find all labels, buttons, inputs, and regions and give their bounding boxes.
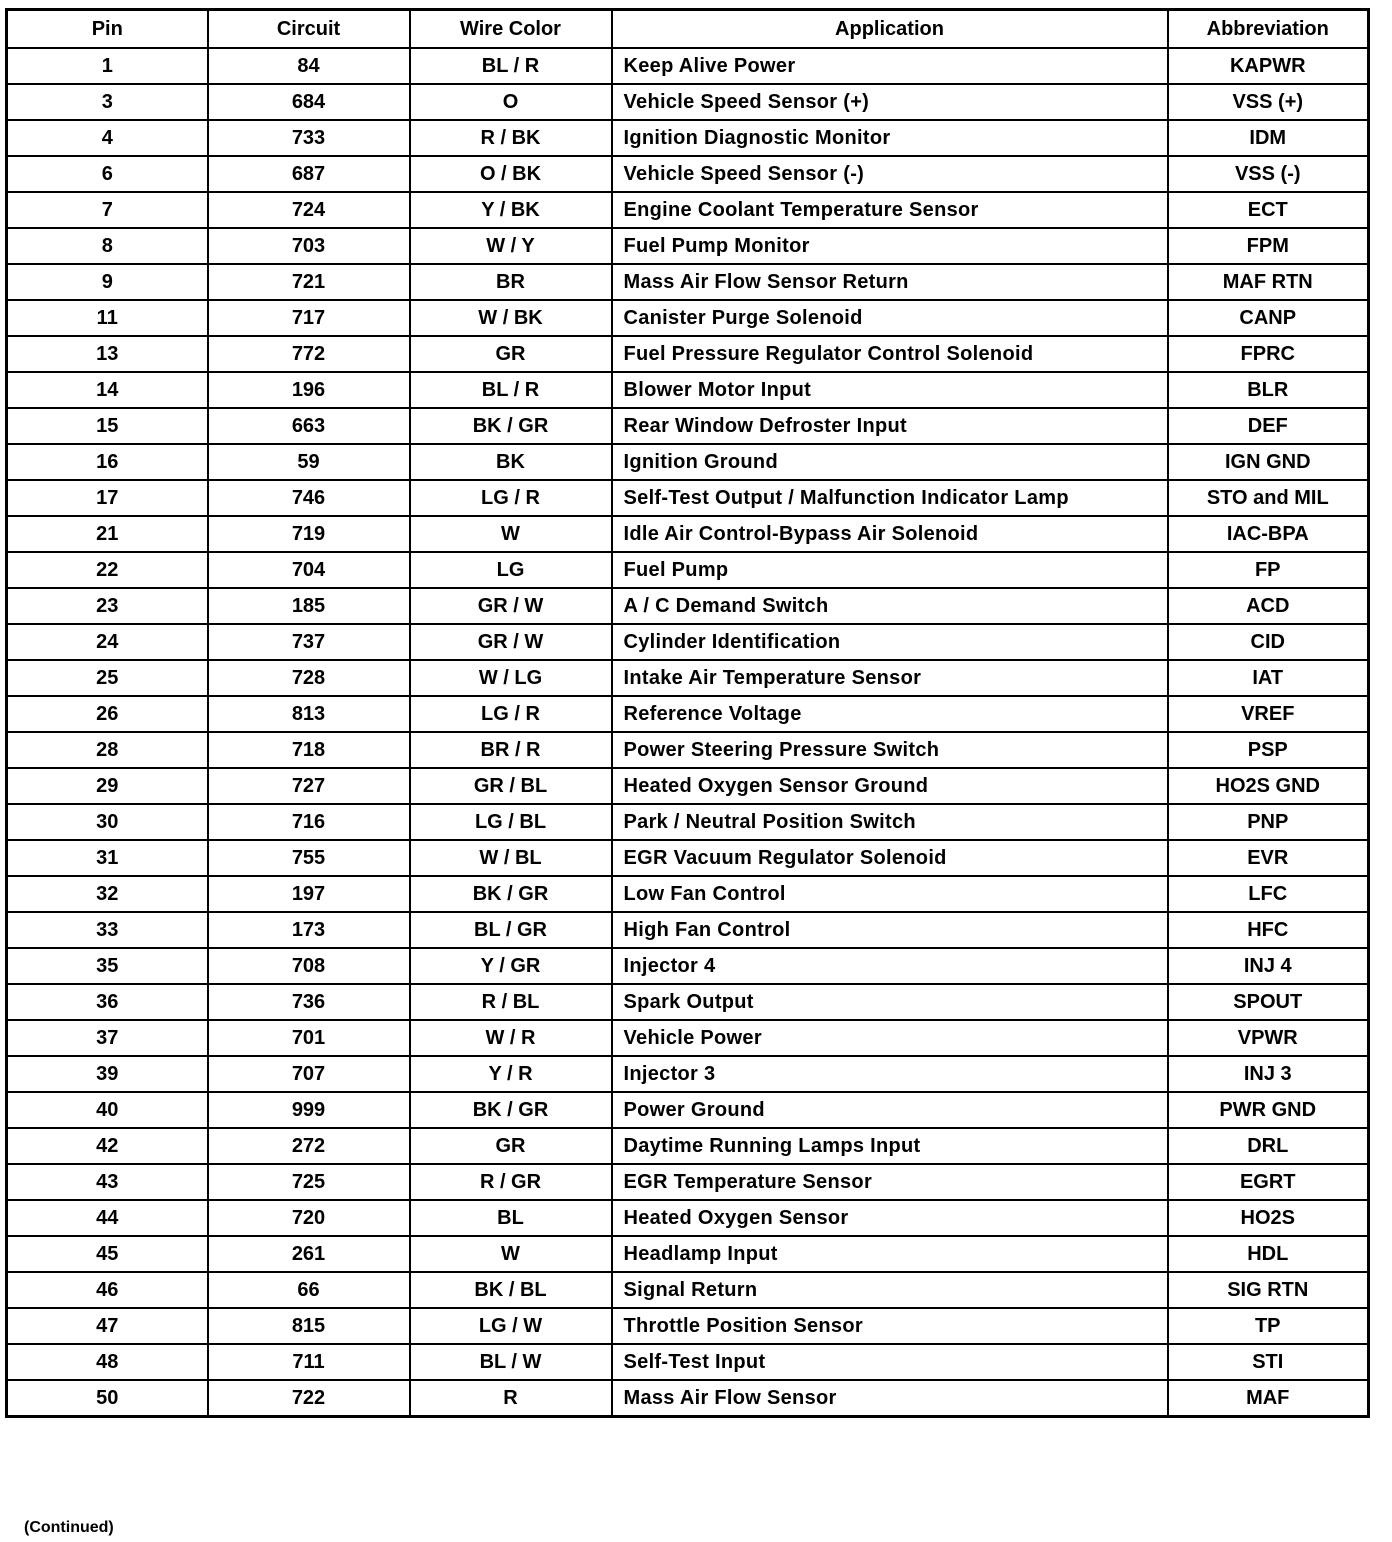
cell-pin: 47 — [7, 1308, 208, 1344]
table-row — [7, 876, 1369, 912]
cell-wire-color: BL / GR — [410, 912, 612, 948]
cell-abbreviation: CANP — [1168, 300, 1369, 336]
cell-pin: 24 — [7, 624, 208, 660]
cell-pin: 8 — [7, 228, 208, 264]
cell-wire-color: BK / GR — [410, 876, 612, 912]
cell-pin: 46 — [7, 1272, 208, 1308]
cell-circuit: 999 — [208, 1092, 410, 1128]
table-row — [7, 336, 1369, 372]
table-row — [7, 1272, 1369, 1308]
cell-wire-color: BK / BL — [410, 1272, 612, 1308]
cell-application: Engine Coolant Temperature Sensor — [612, 192, 1168, 228]
cell-wire-color: Y / GR — [410, 948, 612, 984]
cell-application: EGR Temperature Sensor — [612, 1164, 1168, 1200]
cell-application: Vehicle Speed Sensor (-) — [612, 156, 1168, 192]
cell-wire-color: R / BK — [410, 120, 612, 156]
cell-abbreviation: CID — [1168, 624, 1369, 660]
cell-circuit: 813 — [208, 696, 410, 732]
cell-wire-color: LG / R — [410, 480, 612, 516]
cell-pin: 37 — [7, 1020, 208, 1056]
header-wire-color: Wire Color — [410, 10, 612, 49]
cell-pin: 33 — [7, 912, 208, 948]
table-row — [7, 408, 1369, 444]
cell-pin: 44 — [7, 1200, 208, 1236]
cell-application: Idle Air Control-Bypass Air Solenoid — [612, 516, 1168, 552]
cell-wire-color: GR / W — [410, 588, 612, 624]
cell-pin: 4 — [7, 120, 208, 156]
cell-wire-color: O / BK — [410, 156, 612, 192]
cell-wire-color: LG / W — [410, 1308, 612, 1344]
cell-circuit: 708 — [208, 948, 410, 984]
cell-pin: 32 — [7, 876, 208, 912]
table-row — [7, 624, 1369, 660]
table-row — [7, 300, 1369, 336]
table-row — [7, 84, 1369, 120]
cell-abbreviation: MAF RTN — [1168, 264, 1369, 300]
cell-wire-color: BL — [410, 1200, 612, 1236]
cell-circuit: 728 — [208, 660, 410, 696]
table-row — [7, 1056, 1369, 1092]
table-row — [7, 984, 1369, 1020]
cell-abbreviation: IGN GND — [1168, 444, 1369, 480]
cell-abbreviation: IAC-BPA — [1168, 516, 1369, 552]
cell-abbreviation: IDM — [1168, 120, 1369, 156]
cell-circuit: 716 — [208, 804, 410, 840]
cell-application: Fuel Pressure Regulator Control Solenoid — [612, 336, 1168, 372]
cell-application: Intake Air Temperature Sensor — [612, 660, 1168, 696]
cell-abbreviation: TP — [1168, 1308, 1369, 1344]
cell-circuit: 720 — [208, 1200, 410, 1236]
table-row — [7, 804, 1369, 840]
cell-abbreviation: FP — [1168, 552, 1369, 588]
cell-application: Spark Output — [612, 984, 1168, 1020]
cell-application: Vehicle Speed Sensor (+) — [612, 84, 1168, 120]
table-row — [7, 1164, 1369, 1200]
pin-table — [5, 8, 1370, 1418]
cell-pin: 40 — [7, 1092, 208, 1128]
cell-application: Reference Voltage — [612, 696, 1168, 732]
cell-pin: 17 — [7, 480, 208, 516]
cell-wire-color: GR / W — [410, 624, 612, 660]
cell-application: Cylinder Identification — [612, 624, 1168, 660]
cell-pin: 29 — [7, 768, 208, 804]
cell-wire-color: LG — [410, 552, 612, 588]
table-row — [7, 120, 1369, 156]
table-row — [7, 1236, 1369, 1272]
cell-abbreviation: PSP — [1168, 732, 1369, 768]
cell-pin: 35 — [7, 948, 208, 984]
cell-wire-color: R — [410, 1380, 612, 1417]
cell-application: Power Ground — [612, 1092, 1168, 1128]
cell-abbreviation: IAT — [1168, 660, 1369, 696]
cell-circuit: 733 — [208, 120, 410, 156]
cell-wire-color: BR — [410, 264, 612, 300]
table-row — [7, 696, 1369, 732]
cell-abbreviation: STO and MIL — [1168, 480, 1369, 516]
cell-wire-color: GR / BL — [410, 768, 612, 804]
cell-pin: 23 — [7, 588, 208, 624]
cell-application: Injector 4 — [612, 948, 1168, 984]
cell-wire-color: BK / GR — [410, 1092, 612, 1128]
cell-wire-color: R / BL — [410, 984, 612, 1020]
cell-abbreviation: ACD — [1168, 588, 1369, 624]
cell-wire-color: W / R — [410, 1020, 612, 1056]
table-row — [7, 480, 1369, 516]
cell-circuit: 704 — [208, 552, 410, 588]
cell-circuit: 66 — [208, 1272, 410, 1308]
cell-abbreviation: INJ 4 — [1168, 948, 1369, 984]
cell-circuit: 261 — [208, 1236, 410, 1272]
cell-abbreviation: SIG RTN — [1168, 1272, 1369, 1308]
cell-pin: 50 — [7, 1380, 208, 1417]
cell-circuit: 722 — [208, 1380, 410, 1417]
cell-pin: 7 — [7, 192, 208, 228]
cell-pin: 22 — [7, 552, 208, 588]
cell-circuit: 711 — [208, 1344, 410, 1380]
cell-circuit: 703 — [208, 228, 410, 264]
cell-wire-color: Y / BK — [410, 192, 612, 228]
cell-wire-color: BK — [410, 444, 612, 480]
cell-pin: 25 — [7, 660, 208, 696]
cell-pin: 14 — [7, 372, 208, 408]
cell-application: Canister Purge Solenoid — [612, 300, 1168, 336]
cell-circuit: 185 — [208, 588, 410, 624]
cell-circuit: 59 — [208, 444, 410, 480]
cell-circuit: 727 — [208, 768, 410, 804]
cell-pin: 30 — [7, 804, 208, 840]
cell-wire-color: W / BK — [410, 300, 612, 336]
cell-application: A / C Demand Switch — [612, 588, 1168, 624]
cell-pin: 3 — [7, 84, 208, 120]
cell-application: Daytime Running Lamps Input — [612, 1128, 1168, 1164]
cell-circuit: 272 — [208, 1128, 410, 1164]
cell-application: Keep Alive Power — [612, 48, 1168, 84]
cell-pin: 15 — [7, 408, 208, 444]
cell-abbreviation: DEF — [1168, 408, 1369, 444]
table-row — [7, 840, 1369, 876]
table-row — [7, 768, 1369, 804]
cell-abbreviation: PNP — [1168, 804, 1369, 840]
cell-abbreviation: VPWR — [1168, 1020, 1369, 1056]
cell-pin: 6 — [7, 156, 208, 192]
cell-circuit: 718 — [208, 732, 410, 768]
cell-circuit: 707 — [208, 1056, 410, 1092]
cell-application: Low Fan Control — [612, 876, 1168, 912]
cell-wire-color: W — [410, 516, 612, 552]
cell-application: Vehicle Power — [612, 1020, 1168, 1056]
cell-wire-color: BL / R — [410, 48, 612, 84]
cell-circuit: 772 — [208, 336, 410, 372]
cell-circuit: 663 — [208, 408, 410, 444]
table-row — [7, 588, 1369, 624]
cell-pin: 11 — [7, 300, 208, 336]
cell-wire-color: LG / R — [410, 696, 612, 732]
cell-application: Throttle Position Sensor — [612, 1308, 1168, 1344]
cell-pin: 48 — [7, 1344, 208, 1380]
table-row — [7, 228, 1369, 264]
cell-circuit: 737 — [208, 624, 410, 660]
table-row — [7, 1128, 1369, 1164]
cell-application: Park / Neutral Position Switch — [612, 804, 1168, 840]
cell-abbreviation: SPOUT — [1168, 984, 1369, 1020]
header-circuit: Circuit — [208, 10, 410, 49]
cell-wire-color: BK / GR — [410, 408, 612, 444]
cell-circuit: 717 — [208, 300, 410, 336]
table-row — [7, 1308, 1369, 1344]
cell-wire-color: GR — [410, 1128, 612, 1164]
cell-wire-color: BL / W — [410, 1344, 612, 1380]
table-row — [7, 48, 1369, 84]
cell-circuit: 719 — [208, 516, 410, 552]
cell-circuit: 684 — [208, 84, 410, 120]
table-row — [7, 1200, 1369, 1236]
cell-pin: 16 — [7, 444, 208, 480]
cell-application: Mass Air Flow Sensor — [612, 1380, 1168, 1417]
table-row — [7, 1020, 1369, 1056]
cell-circuit: 196 — [208, 372, 410, 408]
table-row — [7, 552, 1369, 588]
cell-abbreviation: HFC — [1168, 912, 1369, 948]
cell-circuit: 724 — [208, 192, 410, 228]
cell-pin: 21 — [7, 516, 208, 552]
cell-wire-color: W / LG — [410, 660, 612, 696]
table-row — [7, 1380, 1369, 1417]
cell-wire-color: BL / R — [410, 372, 612, 408]
cell-abbreviation: HO2S — [1168, 1200, 1369, 1236]
cell-application: EGR Vacuum Regulator Solenoid — [612, 840, 1168, 876]
cell-abbreviation: HO2S GND — [1168, 768, 1369, 804]
cell-application: Self-Test Output / Malfunction Indicator Lamp — [612, 480, 1168, 516]
cell-abbreviation: BLR — [1168, 372, 1369, 408]
cell-wire-color: GR — [410, 336, 612, 372]
cell-application: Rear Window Defroster Input — [612, 408, 1168, 444]
cell-abbreviation: KAPWR — [1168, 48, 1369, 84]
cell-circuit: 721 — [208, 264, 410, 300]
cell-circuit: 725 — [208, 1164, 410, 1200]
cell-wire-color: Y / R — [410, 1056, 612, 1092]
table-row — [7, 372, 1369, 408]
cell-pin: 36 — [7, 984, 208, 1020]
cell-application: Heated Oxygen Sensor — [612, 1200, 1168, 1236]
cell-wire-color: LG / BL — [410, 804, 612, 840]
header-pin: Pin — [7, 10, 208, 49]
cell-abbreviation: DRL — [1168, 1128, 1369, 1164]
cell-application: Mass Air Flow Sensor Return — [612, 264, 1168, 300]
cell-pin: 31 — [7, 840, 208, 876]
cell-application: High Fan Control — [612, 912, 1168, 948]
cell-application: Fuel Pump — [612, 552, 1168, 588]
header-row — [7, 10, 1369, 49]
header-application: Application — [612, 10, 1168, 49]
cell-application: Ignition Diagnostic Monitor — [612, 120, 1168, 156]
cell-abbreviation: VSS (+) — [1168, 84, 1369, 120]
cell-abbreviation: PWR GND — [1168, 1092, 1369, 1128]
table-row — [7, 732, 1369, 768]
cell-pin: 28 — [7, 732, 208, 768]
cell-application: Fuel Pump Monitor — [612, 228, 1168, 264]
cell-abbreviation: HDL — [1168, 1236, 1369, 1272]
cell-abbreviation: EGRT — [1168, 1164, 1369, 1200]
cell-circuit: 84 — [208, 48, 410, 84]
cell-pin: 39 — [7, 1056, 208, 1092]
cell-wire-color: BR / R — [410, 732, 612, 768]
cell-abbreviation: INJ 3 — [1168, 1056, 1369, 1092]
table-row — [7, 192, 1369, 228]
cell-pin: 45 — [7, 1236, 208, 1272]
cell-application: Signal Return — [612, 1272, 1168, 1308]
table-row — [7, 264, 1369, 300]
cell-abbreviation: VSS (-) — [1168, 156, 1369, 192]
cell-abbreviation: EVR — [1168, 840, 1369, 876]
cell-wire-color: W / Y — [410, 228, 612, 264]
table-row — [7, 516, 1369, 552]
cell-wire-color: O — [410, 84, 612, 120]
cell-circuit: 701 — [208, 1020, 410, 1056]
cell-abbreviation: STI — [1168, 1344, 1369, 1380]
cell-application: Heated Oxygen Sensor Ground — [612, 768, 1168, 804]
table-row — [7, 948, 1369, 984]
table-row — [7, 912, 1369, 948]
cell-application: Power Steering Pressure Switch — [612, 732, 1168, 768]
cell-circuit: 197 — [208, 876, 410, 912]
cell-circuit: 746 — [208, 480, 410, 516]
cell-pin: 13 — [7, 336, 208, 372]
cell-circuit: 755 — [208, 840, 410, 876]
cell-pin: 42 — [7, 1128, 208, 1164]
cell-pin: 1 — [7, 48, 208, 84]
cell-abbreviation: LFC — [1168, 876, 1369, 912]
cell-application: Ignition Ground — [612, 444, 1168, 480]
cell-abbreviation: ECT — [1168, 192, 1369, 228]
table-row — [7, 660, 1369, 696]
cell-abbreviation: VREF — [1168, 696, 1369, 732]
cell-application: Headlamp Input — [612, 1236, 1168, 1272]
header-abbreviation: Abbreviation — [1168, 10, 1369, 49]
cell-pin: 43 — [7, 1164, 208, 1200]
cell-abbreviation: MAF — [1168, 1380, 1369, 1417]
cell-wire-color: R / GR — [410, 1164, 612, 1200]
cell-application: Injector 3 — [612, 1056, 1168, 1092]
cell-wire-color: W — [410, 1236, 612, 1272]
table-row — [7, 1344, 1369, 1380]
table-row — [7, 1092, 1369, 1128]
cell-circuit: 173 — [208, 912, 410, 948]
table-row — [7, 444, 1369, 480]
table-body — [7, 48, 1369, 1417]
cell-pin: 9 — [7, 264, 208, 300]
cell-abbreviation: FPM — [1168, 228, 1369, 264]
cell-circuit: 687 — [208, 156, 410, 192]
cell-application: Blower Motor Input — [612, 372, 1168, 408]
cell-pin: 26 — [7, 696, 208, 732]
cell-circuit: 736 — [208, 984, 410, 1020]
cell-wire-color: W / BL — [410, 840, 612, 876]
cell-application: Self-Test Input — [612, 1344, 1168, 1380]
cell-abbreviation: FPRC — [1168, 336, 1369, 372]
continued-note: (Continued) — [24, 1519, 114, 1536]
table-row — [7, 156, 1369, 192]
cell-circuit: 815 — [208, 1308, 410, 1344]
